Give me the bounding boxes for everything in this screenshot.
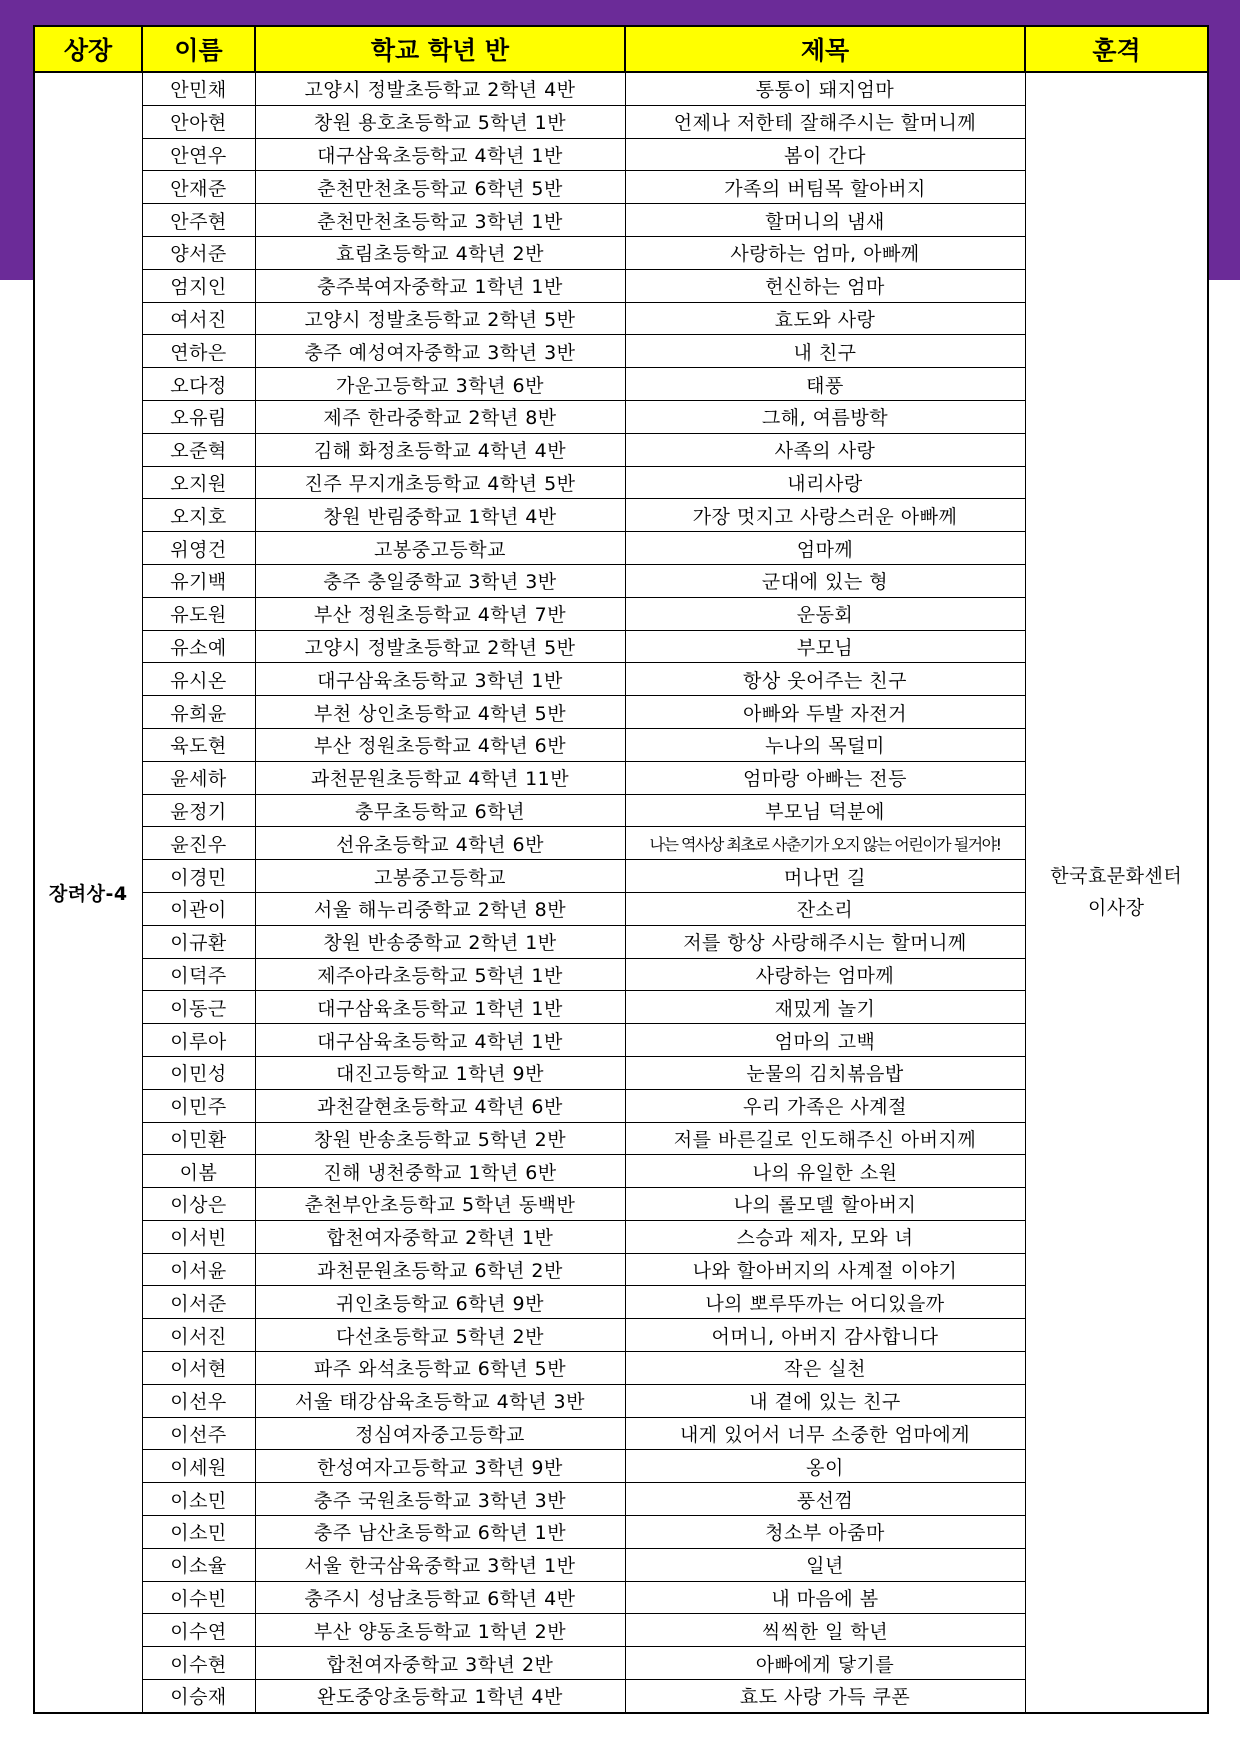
table-row — [34, 72, 1208, 105]
title-cell: 봄이 간다 — [625, 138, 1025, 171]
school-cell: 춘천만천초등학교 6학년 5반 — [255, 171, 625, 204]
title-cell: 언제나 저한테 잘해주시는 할머니께 — [625, 105, 1025, 138]
title-cell: 그해, 여름방학 — [625, 400, 1025, 433]
name-cell: 오지원 — [142, 466, 255, 499]
school-cell: 충주 국원초등학교 3학년 3반 — [255, 1483, 625, 1516]
name-cell: 엄지인 — [142, 269, 255, 302]
name-cell: 이수연 — [142, 1614, 255, 1647]
title-cell: 내 친구 — [625, 335, 1025, 368]
title-cell: 머나먼 길 — [625, 860, 1025, 893]
school-cell: 김해 화정초등학교 4학년 4반 — [255, 433, 625, 466]
award-list-page — [33, 25, 1207, 1724]
school-cell: 가운고등학교 3학년 6반 — [255, 368, 625, 401]
school-cell: 충주 남산초등학교 6학년 1반 — [255, 1516, 625, 1549]
commendation-line: 한국효문화센터 — [1050, 865, 1183, 888]
school-cell: 창원 용호초등학교 5학년 1반 — [255, 105, 625, 138]
title-cell: 우리 가족은 사계절 — [625, 1089, 1025, 1122]
school-cell: 춘천만천초등학교 3학년 1반 — [255, 204, 625, 237]
school-cell: 창원 반림중학교 1학년 4반 — [255, 499, 625, 532]
name-cell: 윤정기 — [142, 794, 255, 827]
name-cell: 이서윤 — [142, 1253, 255, 1286]
title-cell: 나의 뽀루뚜까는 어디있을까 — [625, 1286, 1025, 1319]
title-cell: 군대에 있는 형 — [625, 564, 1025, 597]
school-cell: 과천갈현초등학교 4학년 6반 — [255, 1089, 625, 1122]
header-row — [34, 26, 1208, 72]
school-cell: 춘천부안초등학교 5학년 동백반 — [255, 1188, 625, 1221]
school-cell: 합천여자중학교 2학년 1반 — [255, 1220, 625, 1253]
school-cell: 제주아라초등학교 5학년 1반 — [255, 958, 625, 991]
name-cell: 안연우 — [142, 138, 255, 171]
name-cell: 유기백 — [142, 564, 255, 597]
name-cell: 이경민 — [142, 860, 255, 893]
school-cell: 창원 반송초등학교 5학년 2반 — [255, 1122, 625, 1155]
name-cell: 이서준 — [142, 1286, 255, 1319]
name-cell: 육도현 — [142, 728, 255, 761]
name-cell: 이동근 — [142, 991, 255, 1024]
title-cell: 할머니의 냄새 — [625, 204, 1025, 237]
name-cell: 이세원 — [142, 1450, 255, 1483]
name-cell: 이민성 — [142, 1056, 255, 1089]
name-cell: 안민채 — [142, 72, 255, 105]
school-cell: 대구삼육초등학교 4학년 1반 — [255, 138, 625, 171]
school-cell: 대구삼육초등학교 3학년 1반 — [255, 663, 625, 696]
school-cell: 대구삼육초등학교 1학년 1반 — [255, 991, 625, 1024]
title-cell: 헌신하는 엄마 — [625, 269, 1025, 302]
name-cell: 이민주 — [142, 1089, 255, 1122]
header-school: 학교 학년 반 — [255, 26, 625, 72]
name-cell: 이소율 — [142, 1548, 255, 1581]
commendation-cell — [1025, 72, 1208, 1713]
title-cell: 작은 실천 — [625, 1352, 1025, 1385]
title-cell: 재밌게 놀기 — [625, 991, 1025, 1024]
award-table — [33, 25, 1209, 1714]
school-cell: 고양시 정발초등학교 2학년 5반 — [255, 630, 625, 663]
title-cell: 스승과 제자, 모와 녀 — [625, 1220, 1025, 1253]
title-cell: 저를 바른길로 인도해주신 아버지께 — [625, 1122, 1025, 1155]
school-cell: 고양시 정발초등학교 2학년 5반 — [255, 302, 625, 335]
school-cell: 대진고등학교 1학년 9반 — [255, 1056, 625, 1089]
name-cell: 이봄 — [142, 1155, 255, 1188]
title-cell: 엄마의 고백 — [625, 1024, 1025, 1057]
school-cell: 정심여자중고등학교 — [255, 1417, 625, 1450]
name-cell: 이서현 — [142, 1352, 255, 1385]
title-cell: 저를 항상 사랑해주시는 할머니께 — [625, 925, 1025, 958]
header-name: 이름 — [142, 26, 255, 72]
title-cell: 엄마께 — [625, 532, 1025, 565]
school-cell: 충주북여자중학교 1학년 1반 — [255, 269, 625, 302]
school-cell: 서울 해누리중학교 2학년 8반 — [255, 892, 625, 925]
school-cell: 귀인초등학교 6학년 9반 — [255, 1286, 625, 1319]
title-cell: 가장 멋지고 사랑스러운 아빠께 — [625, 499, 1025, 532]
school-cell: 대구삼육초등학교 4학년 1반 — [255, 1024, 625, 1057]
school-cell: 충주 충일중학교 3학년 3반 — [255, 564, 625, 597]
header-commendation: 훈격 — [1025, 26, 1208, 72]
school-cell: 서울 한국삼육중학교 3학년 1반 — [255, 1548, 625, 1581]
name-cell: 이서빈 — [142, 1220, 255, 1253]
school-cell: 완도중앙초등학교 1학년 4반 — [255, 1680, 625, 1713]
title-cell: 효도와 사랑 — [625, 302, 1025, 335]
title-cell: 부모님 — [625, 630, 1025, 663]
title-cell: 항상 웃어주는 친구 — [625, 663, 1025, 696]
title-cell: 사랑하는 엄마, 아빠께 — [625, 236, 1025, 269]
school-cell: 고봉중고등학교 — [255, 532, 625, 565]
name-cell: 여서진 — [142, 302, 255, 335]
header-award: 상장 — [34, 26, 142, 72]
title-cell: 청소부 아줌마 — [625, 1516, 1025, 1549]
school-cell: 고양시 정발초등학교 2학년 4반 — [255, 72, 625, 105]
school-cell: 부산 정원초등학교 4학년 7반 — [255, 597, 625, 630]
school-cell: 합천여자중학교 3학년 2반 — [255, 1647, 625, 1680]
name-cell: 오유림 — [142, 400, 255, 433]
name-cell: 윤세하 — [142, 761, 255, 794]
school-cell: 부산 정원초등학교 4학년 6반 — [255, 728, 625, 761]
school-cell: 충주 예성여자중학교 3학년 3반 — [255, 335, 625, 368]
name-cell: 이선주 — [142, 1417, 255, 1450]
name-cell: 양서준 — [142, 236, 255, 269]
commendation-line: 이사장 — [1087, 897, 1145, 920]
name-cell: 유시온 — [142, 663, 255, 696]
school-cell: 충무초등학교 6학년 — [255, 794, 625, 827]
header-title: 제목 — [625, 26, 1025, 72]
name-cell: 안아현 — [142, 105, 255, 138]
name-cell: 오지호 — [142, 499, 255, 532]
title-cell: 통통이 돼지엄마 — [625, 72, 1025, 105]
name-cell: 이수현 — [142, 1647, 255, 1680]
title-cell: 효도 사랑 가득 쿠폰 — [625, 1680, 1025, 1713]
school-cell: 파주 와석초등학교 6학년 5반 — [255, 1352, 625, 1385]
purple-top-band — [0, 0, 1240, 25]
title-cell: 내리사랑 — [625, 466, 1025, 499]
school-cell: 과천문원초등학교 6학년 2반 — [255, 1253, 625, 1286]
name-cell: 이민환 — [142, 1122, 255, 1155]
name-cell: 이수빈 — [142, 1581, 255, 1614]
name-cell: 오다정 — [142, 368, 255, 401]
name-cell: 이선우 — [142, 1384, 255, 1417]
title-cell: 나의 유일한 소원 — [625, 1155, 1025, 1188]
title-cell: 풍선껌 — [625, 1483, 1025, 1516]
school-cell: 제주 한라중학교 2학년 8반 — [255, 400, 625, 433]
name-cell: 이상은 — [142, 1188, 255, 1221]
name-cell: 이덕주 — [142, 958, 255, 991]
name-cell: 안재준 — [142, 171, 255, 204]
award-cell: 장려상-4 — [34, 72, 142, 1713]
school-cell: 과천문원초등학교 4학년 11반 — [255, 761, 625, 794]
title-text: 나는 역사상 최초로 사춘기가 오지 않는 어린이가 될거야! — [649, 834, 1001, 854]
name-cell: 오준혁 — [142, 433, 255, 466]
title-cell: 아빠와 두발 자전거 — [625, 696, 1025, 729]
school-cell: 진주 무지개초등학교 4학년 5반 — [255, 466, 625, 499]
school-cell: 다선초등학교 5학년 2반 — [255, 1319, 625, 1352]
school-cell: 고봉중고등학교 — [255, 860, 625, 893]
school-cell: 충주시 성남초등학교 6학년 4반 — [255, 1581, 625, 1614]
title-cell: 내 곁에 있는 친구 — [625, 1384, 1025, 1417]
title-cell: 가족의 버팀목 할아버지 — [625, 171, 1025, 204]
title-cell — [625, 827, 1025, 860]
name-cell: 윤진우 — [142, 827, 255, 860]
title-cell: 사랑하는 엄마께 — [625, 958, 1025, 991]
school-cell: 효림초등학교 4학년 2반 — [255, 236, 625, 269]
name-cell: 위영건 — [142, 532, 255, 565]
name-cell: 이루아 — [142, 1024, 255, 1057]
school-cell: 선유초등학교 4학년 6반 — [255, 827, 625, 860]
title-cell: 잔소리 — [625, 892, 1025, 925]
name-cell: 연하은 — [142, 335, 255, 368]
name-cell: 이관이 — [142, 892, 255, 925]
name-cell: 유도원 — [142, 597, 255, 630]
school-cell: 한성여자고등학교 3학년 9반 — [255, 1450, 625, 1483]
name-cell: 이소민 — [142, 1516, 255, 1549]
title-cell: 눈물의 김치볶음밥 — [625, 1056, 1025, 1089]
name-cell: 이서진 — [142, 1319, 255, 1352]
title-cell: 옹이 — [625, 1450, 1025, 1483]
name-cell: 유소예 — [142, 630, 255, 663]
title-cell: 부모님 덕분에 — [625, 794, 1025, 827]
school-cell: 진해 냉천중학교 1학년 6반 — [255, 1155, 625, 1188]
title-cell: 나의 롤모델 할아버지 — [625, 1188, 1025, 1221]
title-cell: 일년 — [625, 1548, 1025, 1581]
school-cell: 서울 태강삼육초등학교 4학년 3반 — [255, 1384, 625, 1417]
name-cell: 안주현 — [142, 204, 255, 237]
name-cell: 이소민 — [142, 1483, 255, 1516]
name-cell: 유희윤 — [142, 696, 255, 729]
title-cell: 아빠에게 닿기를 — [625, 1647, 1025, 1680]
title-cell: 어머니, 아버지 감사합니다 — [625, 1319, 1025, 1352]
school-cell: 부산 양동초등학교 1학년 2반 — [255, 1614, 625, 1647]
name-cell: 이규환 — [142, 925, 255, 958]
title-cell: 태풍 — [625, 368, 1025, 401]
name-cell: 이승재 — [142, 1680, 255, 1713]
title-cell: 누나의 목덜미 — [625, 728, 1025, 761]
title-cell: 운동회 — [625, 597, 1025, 630]
title-cell: 내게 있어서 너무 소중한 엄마에게 — [625, 1417, 1025, 1450]
title-cell: 사족의 사랑 — [625, 433, 1025, 466]
title-cell: 엄마랑 아빠는 전등 — [625, 761, 1025, 794]
school-cell: 창원 반송중학교 2학년 1반 — [255, 925, 625, 958]
title-cell: 씩씩한 일 학년 — [625, 1614, 1025, 1647]
title-cell: 나와 할아버지의 사계절 이야기 — [625, 1253, 1025, 1286]
school-cell: 부천 상인초등학교 4학년 5반 — [255, 696, 625, 729]
title-cell: 내 마음에 봄 — [625, 1581, 1025, 1614]
